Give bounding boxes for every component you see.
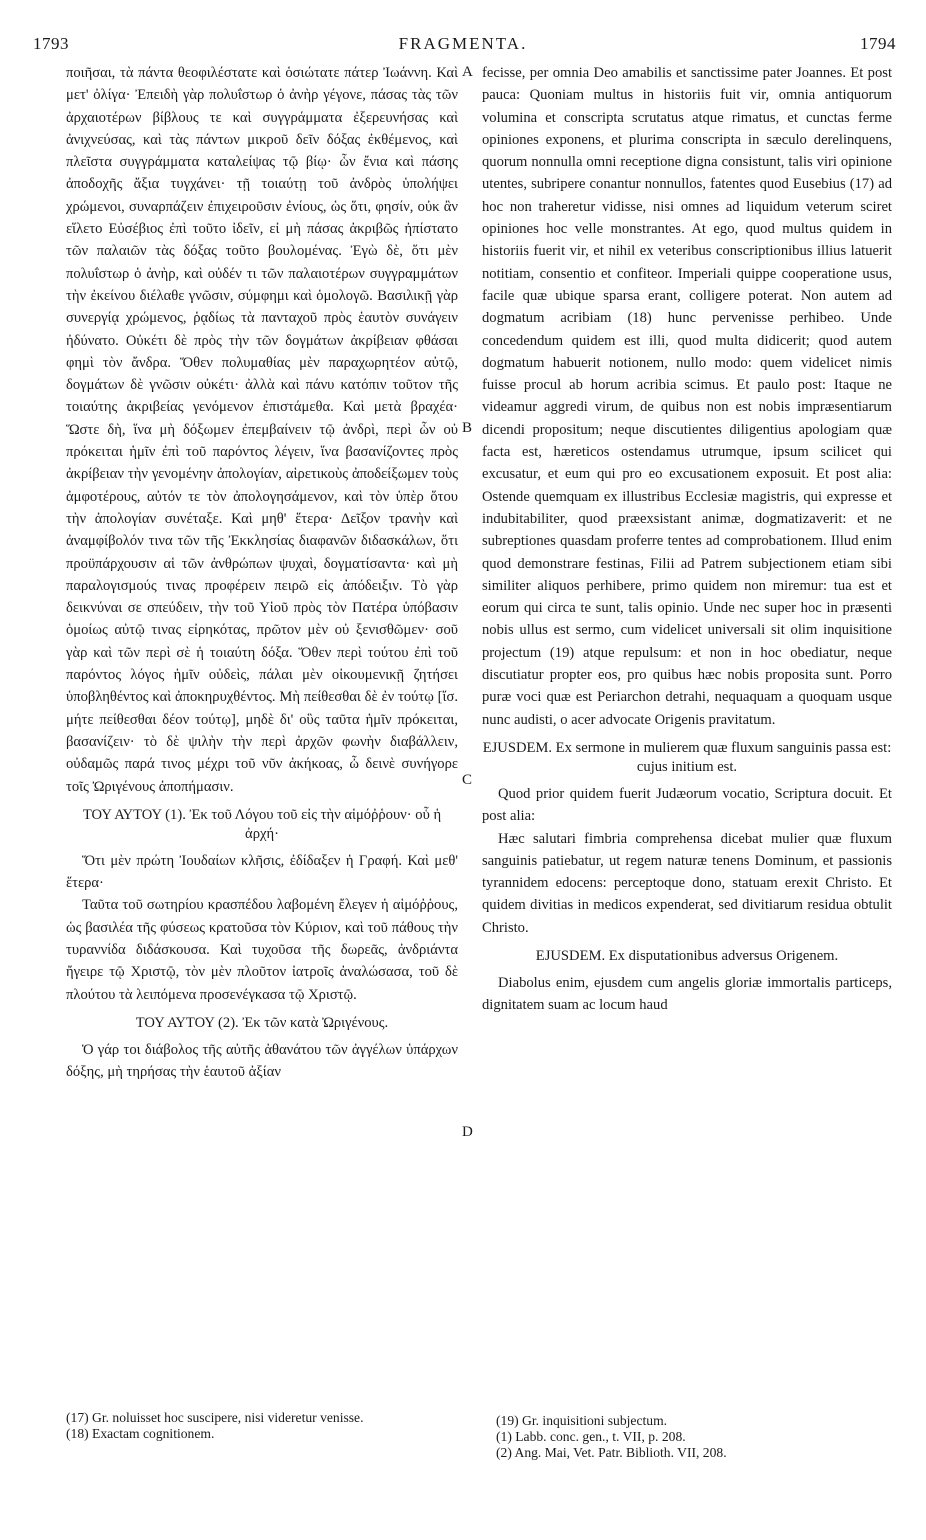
greek-paragraph-2: Ὅτι μὲν πρώτη Ἰουδαίων κλῆσις, ἐδίδαξεν ἡ Γραφή. Καὶ μεθ' ἕτερα· <box>66 852 458 892</box>
column-marker-b: B <box>462 420 473 436</box>
latin-column <box>482 62 892 1017</box>
latin-paragraph-4: Diabolus enim, ejusdem cum angelis gloriæ immortalis particeps, dignitatem suam ac locum haud <box>482 974 892 1014</box>
greek-paragraph-3: Ταῦτα τοῦ σωτηρίου κρασπέδου λαβομένη ἔλεγεν ἡ αἱμόῤῥους, ὡς βασιλέα τῆς φύσεως κρατοῦσα τὸν Κύριον, καὶ τοῦ πάθους τὴν τυραννίδα διδάσκουσα. Καὶ τυχοῦσα τῆς δωρεᾶς, ἀνδριάντα ἤγειρε τῷ Χριστῷ, τὸν μὲν πλοῦτον ἰατροῖς ἀναλώσασα, τοῦ δὲ πλούτου τὰ λειπόμενα προσενέγκασα τῷ Χριστῷ. <box>66 897 458 1003</box>
footnote-1: (1) Labb. conc. gen., t. VII, p. 208. <box>496 1429 686 1444</box>
latin-paragraph-3: Hæc salutari fimbria comprehensa dicebat mulier quæ fluxum sanguinis patiebatur, ut regem naturæ tenens Dominum, et passionis tyrannidem edocens: perceptoque dono, statuam erexit Christo. Et quidem divitias in medicos expenderat, sed divitiarum residua obtulit Christo. <box>482 830 892 936</box>
footnotes-left <box>66 1410 458 1442</box>
latin-section-title-1: EJUSDEM. Ex sermone in mulierem quæ fluxum sanguinis passa est: cujus initium est. <box>482 739 892 775</box>
column-marker-c: C <box>462 772 473 788</box>
page-number-left: 1793 <box>33 34 69 53</box>
footnote-2: (2) Ang. Mai, Vet. Patr. Biblioth. VII, 208. <box>496 1445 727 1460</box>
greek-section-title-1: ΤΟΥ ΑΥΤΟΥ (1). Ἐκ τοῦ Λόγου τοῦ εἰς τὴν αἱμόῤῥουν· οὗ ἡ ἀρχή· <box>82 806 442 842</box>
greek-paragraph-1: ποιῆσαι, τὰ πάντα θεοφιλέστατε καὶ ὁσιώτατε πάτερ Ἰωάννη. Καὶ μετ' ὀλίγα· Ἐπειδὴ γὰρ πολυΐστωρ ὁ ἀνὴρ γέγονε, πάσας τὰς τῶν ἀρχαιοτέρων βίβλους τε καὶ συγγράμματα ἐξερευνήσας καὶ ἀνιχνεύσας, καὶ τὰς πάντων μικροῦ δεῖν δόξας ἐκθέμενος, καὶ πλεῖστα συγγράμματα καταλείψας τῷ βίῳ· ὧν ἔνια καὶ πάσης ἀποδοχῆς ἄξια τυγχάνει· τῇ τοιαύτῃ τοῦ ἀνδρὸς ὑπολήψει χρώμενοι, συναρπάζειν ἐπιχειροῦσιν ἐνίους, ὡς ὅτι, φησίν, οὐκ ἂν εἵλετο Εὐσέβιος ἐπὶ τοῦτο ἰδεῖν, εἰ μὴ πάσας ἀκριβῶς ἠπίστατο τῶν παλαιῶν τὰς δόξας τοῦτο βουλομένας. Ἐγὼ δὲ, ὅτι μὲν πολυΐστωρ ὁ ἀνὴρ, καὶ οὐδέν τι τῶν παλαιοτέρων συγγραμμάτων τὴν ἐκείνου διέλαθε γνῶσιν, σύμφημι καὶ ὁμολογῶ. Βασιλικῇ γὰρ συνεργίᾳ χρώμενος, ῥᾳδίως τὰ πανταχοῦ πρὸς ἑαυτὸν συνάγειν ἠδύνατο. Οὐκέτι δὲ πρὸς τὴν τῶν δογμάτων ἀκρίβειαν φθάσαι φημὶ τὸν ἄνδρα. Ὅθεν πολυμαθίας μὲν παραχωρητέον αὐτῷ, δογμάτων δὲ γνῶσιν οὐκέτι· ἀλλὰ καὶ πάνυ κατόπιν τοῦτον τῆς τοιαύτης ἀκριβείας γενόμενον ἐπιστάμεθα. Καὶ μετὰ βραχέα· Ὥστε δὴ, ἵνα μὴ δόξωμεν ἐπεμβαίνειν τῷ ἀνδρὶ, περὶ ὧν οὐ πρόκειται ἡμῖν ἐπὶ τοῦ παρόντος λέγειν, ἵνα βασανίζοντες πρὸς ἀκρίβειαν τὴν γενομένην ἀπολογίαν, αἱρετικοὺς ἀποδείξωμεν τοὺς ἀμφοτέρους, αὐτόν τε τὸν ἀπολογησάμενον, καὶ τὸν ὑπὲρ ὅτου τὴν ἀπολογίαν συνέταξε. Καὶ μηθ' ἕτερα· Δεῖξον τρανὴν καὶ ἀναμφίβολόν τινα τῶν τῆς Ἐκκλησίας διαφανῶν διδασκάλων, ὅτι προϋπάρχουσιν αἱ τῶν ἀνθρώπων ψυχαὶ, δογματίσαντα· καὶ μὴ παραλογισμούς τινας προφέρειν πειρῶ εἰς ἀπόδειξιν. Τὸ γὰρ δεικνύναι σε σπεύδειν, τὴν τοῦ Υἱοῦ πρὸς τὸν Πατέρα ὑπόβασιν ὁμοίως αὐτῷ τινας εἰρηκότας, πρῶτον μὲν οὐ ξενισθῶμεν· σοῦ γὰρ καὶ τῶν περὶ σὲ ἡ τοιαύτη δόξα. Ὅθεν περὶ τούτου ἐπὶ τοῦ παρόντος λόγος ἡμῖν οὐδεὶς, πάλαι μὲν οἰκουμενικῇ ζητήσει ὑποβληθέντος καὶ ἀποκηρυχθέντος. Μὴ πείθεσθαι δὲ ἐν τούτῳ [ἴσ. μήτε πείθεσθαι δέον τούτῳ], μηδὲ δι' οὓς ταῦτα ἡμῖν πρόκειται, βασανίζειν· τὸ δὲ ψιλὴν τὴν περὶ ἀρχῶν φωνὴν διαβάλλειν, οὐδαμῶς παρά τινος μέχρι τοῦ νῦν ἀκήκοας, ὦ δεινὲ συνήγορε τοῖς Ὠριγένους ἀποπήμασιν. <box>66 65 458 795</box>
latin-paragraph-1: fecisse, per omnia Deo amabilis et sanctissime pater Joannes. Et post pauca: Quoniam multus in historiis fuit vir, omnia antiquorum volumina et conscripta scrutatus atque rimatus, et cunctas ferme opiniones exponens, et plurima conscripta in sæculo derelinquens, quorum nonnulla omni receptione digna consistunt, talis viri opinione utentes, subripere conantur nonnullos, fatentes quod Eusebius (17) ad hoc non traheretur vidisse, nisi omnes ad liquidum veterum sciret opiniones hoc velle monstrantes. At ego, quod multus quidem in historiis fuerit vir, et nihil ex veteribus conscriptionibus illius latuerit notitiam, consentio et confiteor. Imperiali quippe cooperatione usus, facile quæ ubique sparsa erant, colligere poterat. Non autem ad dogmatum acribiam (18) hunc pervenisse perhibeo. Unde concedendum quidem est illi, quod multa didicerit; quod autem dogmatum habuerit notionem, nullo modo: quem videlicet nimis fuisse procul ab horum acribia scimus. Et paulo post: Itaque ne videamur aggredi virum, de quibus non est nobis impræsentiarum dicendi propositum; neque discutientes diligentius apologiam quæ facta est, hæreticos ostendamus utrumque, ipsum scilicet qui excusatur, et eum qui pro eo excusationem exposuit. Et post alia: Ostende quemquam ex illustribus Ecclesiæ magistris, qui expresse et indubitabiliter, quod præexsistant animæ, dogmatizaverit: et ne subreptiones quasdam proferre tentes ad comprobationem. Illud enim quod demonstrare festinas, Filii ad Patrem subjectionem etiam sibi similiter aliquos perhibere, primo quidem non miremur: tua est et eorum qui circa te sunt, talis opinio. Unde nec super hoc in præsenti nobis ullus est sermo, cum videlicet universali sit olim inquisitione projectum (19) atque repulsum: et non in hoc obediatur, neque discutiatur propter eos, pro quibus hæc nobis proposita sunt. Porro puræ voci quæ est Periarchon detrahi, nequaquam a quoquam usque nunc audisti, o acer advocate Origenis pravitatum. <box>482 65 892 728</box>
column-marker-a: A <box>462 64 473 80</box>
latin-section-title-2: EJUSDEM. Ex disputationibus adversus Origenem. <box>535 947 839 964</box>
page-number-right: 1794 <box>860 34 896 53</box>
latin-paragraph-2: Quod prior quidem fuerit Judæorum vocatio, Scriptura docuit. Et post alia: <box>482 785 892 825</box>
greek-column <box>66 62 458 1083</box>
running-title: FRAGMENTA. <box>398 34 528 53</box>
greek-section-title-2: ΤΟΥ ΑΥΤΟΥ (2). Ἐκ τῶν κατὰ Ὠριγένους. <box>135 1014 389 1031</box>
footnote-18: (18) Exactam cognitionem. <box>66 1426 215 1441</box>
footnote-19: (19) Gr. inquisitioni subjectum. <box>496 1413 668 1428</box>
column-marker-d: D <box>462 1124 473 1140</box>
footnotes-right <box>496 1413 892 1461</box>
greek-paragraph-4: Ὁ γάρ τοι διάβολος τῆς αὐτῆς ἀθανάτου τῶν ἀγγέλων ὑπάρχων δόξης, μὴ τηρήσας τὴν ἑαυτοῦ ἀξίαν <box>66 1041 458 1081</box>
footnote-17: (17) Gr. noluisset hoc suscipere, nisi videretur venisse. <box>66 1410 364 1425</box>
